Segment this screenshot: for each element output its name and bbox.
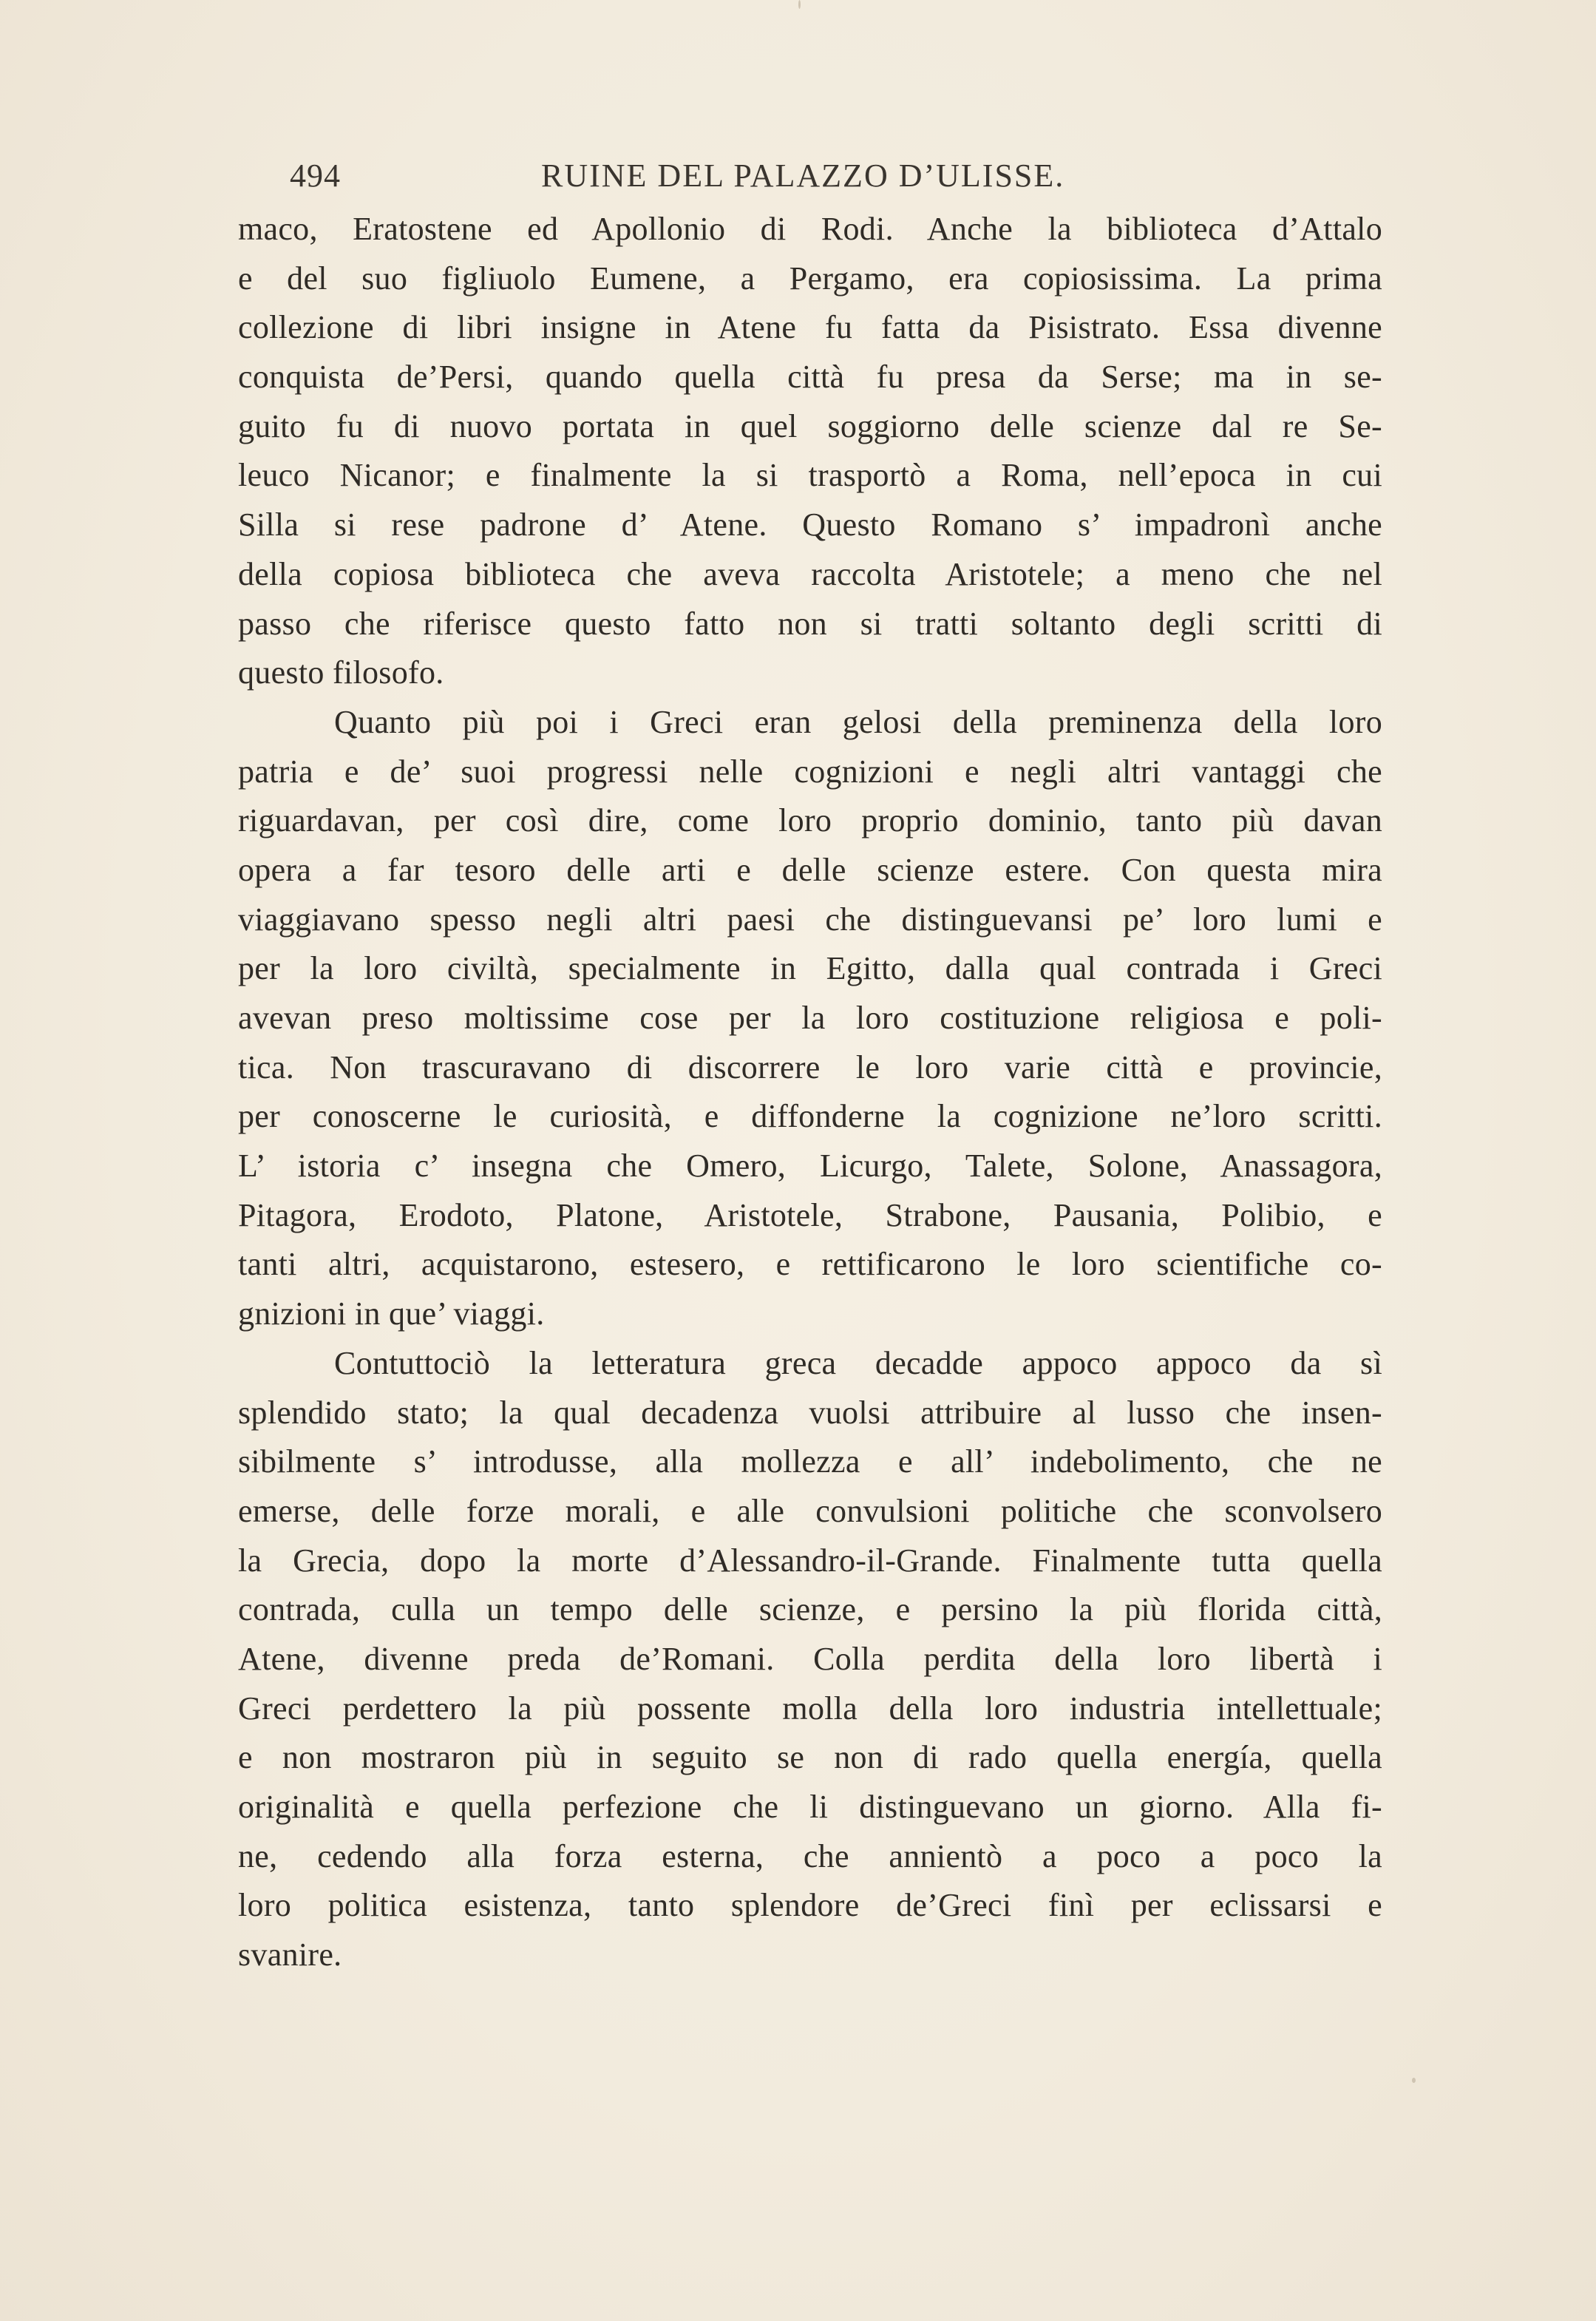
text-line: Quanto più poi i Greci eran gelosi della preminenza della loro <box>334 703 1382 740</box>
paragraph <box>238 1339 1382 1980</box>
running-title: RUINE DEL PALAZZO D’ULISSE. <box>541 157 1065 194</box>
text-line: opera a far tesoro delle arti e delle scienze estere. Con questa mira <box>238 851 1382 888</box>
page-header <box>290 157 1384 201</box>
text-line: collezione di libri insigne in Atene fu fatta da Pisistrato. Essa divenne <box>238 309 1382 346</box>
text-line: Contuttociò la letteratura greca decadde appoco appoco da sì <box>334 1344 1382 1381</box>
text-line: conquista de’Persi, quando quella città fu presa da Serse; ma in se- <box>238 359 1382 396</box>
text-line: la Grecia, dopo la morte d’Alessandro-il-Grande. Finalmente tutta quella <box>238 1542 1382 1579</box>
text-line: patria e de’ suoi progressi nelle cognizioni e negli altri vantaggi che <box>238 753 1382 790</box>
text-line: svanire. <box>238 1937 342 1973</box>
text-line: loro politica esistenza, tanto splendore de’Greci finì per eclissarsi e <box>238 1887 1382 1924</box>
text-line: maco, Eratostene ed Apollonio di Rodi. Anche la biblioteca d’Attalo <box>238 211 1382 247</box>
text-line: della copiosa biblioteca che aveva raccolta Aristotele; a meno che nel <box>238 555 1382 592</box>
text-line: riguardavan, per così dire, come loro proprio dominio, tanto più davan <box>238 802 1382 839</box>
paper-speck <box>1412 2078 1416 2083</box>
text-line: e del suo figliuolo Eumene, a Pergamo, era copiosissima. La prima <box>238 260 1382 297</box>
text-line: originalità e quella perfezione che li distinguevano un giorno. Alla fi- <box>238 1789 1382 1825</box>
paragraph <box>238 698 1382 1339</box>
text-line: tanti altri, acquistarono, estesero, e rettificarono le loro scientifiche co- <box>238 1246 1382 1283</box>
text-line: Greci perdettero la più possente molla della loro industria intellettuale; <box>238 1690 1382 1727</box>
text-line: avevan preso moltissime cose per la loro costituzione religiosa e poli- <box>238 1000 1382 1036</box>
text-line: Silla si rese padrone d’ Atene. Questo Romano s’ impadronì anche <box>238 506 1382 543</box>
text-line: questo filosofo. <box>238 654 444 691</box>
text-line: per la loro civiltà, specialmente in Egitto, dalla qual contrada i Greci <box>238 950 1382 987</box>
text-line: sibilmente s’ introdusse, alla mollezza e all’ indebolimento, che ne <box>238 1443 1382 1480</box>
text-line: contrada, culla un tempo delle scienze, e persino la più florida città, <box>238 1591 1382 1628</box>
text-line: per conoscerne le curiosità, e diffonderne la cognizione ne’loro scritti. <box>238 1098 1382 1135</box>
text-line: viaggiavano spesso negli altri paesi che distinguevansi pe’ loro lumi e <box>238 901 1382 938</box>
text-line: gnizioni in que’ viaggi. <box>238 1295 545 1332</box>
text-line: Atene, divenne preda de’Romani. Colla perdita della loro libertà i <box>238 1640 1382 1677</box>
text-line: guito fu di nuovo portata in quel soggiorno delle scienze dal re Se- <box>238 407 1382 444</box>
text-line: emerse, delle forze morali, e alle convulsioni politiche che sconvolsero <box>238 1492 1382 1529</box>
text-line: passo che riferisce questo fatto non si tratti soltanto degli scritti di <box>238 605 1382 642</box>
text-line: tica. Non trascuravano di discorrere le loro varie città e provincie, <box>238 1048 1382 1085</box>
page-number: 494 <box>290 157 341 194</box>
body-text <box>238 205 1382 1980</box>
text-line: ne, cedendo alla forza esterna, che annientò a poco a poco la <box>238 1837 1382 1874</box>
text-line: e non mostraron più in seguito se non di rado quella energía, quella <box>238 1739 1382 1776</box>
paper-speck <box>798 0 801 9</box>
text-line: leuco Nicanor; e finalmente la si trasportò a Roma, nell’epoca in cui <box>238 457 1382 494</box>
paragraph <box>238 205 1382 698</box>
text-line: Pitagora, Erodoto, Platone, Aristotele, Strabone, Pausania, Polibio, e <box>238 1196 1382 1233</box>
text-line: splendido stato; la qual decadenza vuolsi attribuire al lusso che insen- <box>238 1394 1382 1431</box>
text-line: L’ istoria c’ insegna che Omero, Licurgo, Talete, Solone, Anassagora, <box>238 1148 1382 1185</box>
